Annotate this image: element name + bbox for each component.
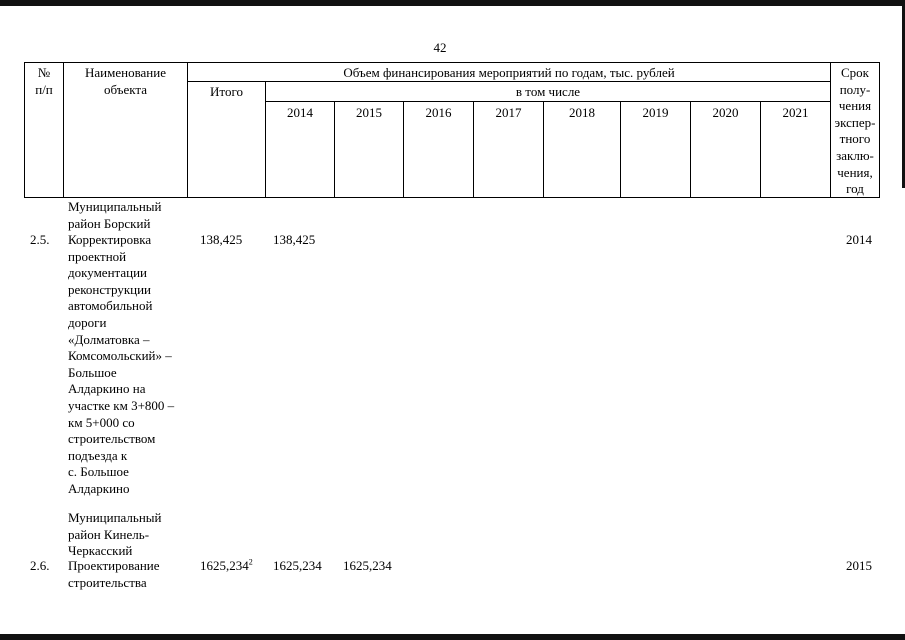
scan-border-bottom [0, 634, 905, 640]
header-total: Итого [210, 84, 243, 99]
row-total: 138,425 [200, 232, 243, 247]
header-deadline: Срок полу- чения экспер- тного заклю- чения, год [834, 65, 876, 197]
years-subheader-border [265, 101, 830, 102]
header-top-border [24, 62, 880, 63]
row-total: 1625,234$^2$ [200, 557, 253, 573]
header-year-2014: 2014 [287, 105, 313, 120]
row-deadline: 2014 [846, 232, 872, 247]
col-border [187, 62, 188, 198]
header-year-2017: 2017 [495, 105, 522, 120]
row-value-2015: 1625,234 [343, 558, 392, 573]
row-value-2014: 138,425 [273, 232, 316, 247]
header-year-2019: 2019 [642, 105, 669, 120]
row-value-2014: 1625,234 [273, 558, 322, 573]
row-name-object: Проектирование строительства [68, 558, 160, 590]
row-num: 2.6. [30, 558, 50, 573]
scan-border-top [0, 0, 905, 6]
row-name-region: Муниципальный район Кинель- Черкасский [68, 510, 162, 559]
header-num: № п/п [35, 65, 53, 97]
row-name-region: Муниципальный район Борский [68, 199, 162, 231]
col-border [879, 62, 880, 198]
header-funding: Объем финансирования мероприятий по годам, тыс. рублей [343, 65, 675, 80]
row-name-object: Корректировка проектной документации реконструкции автомобильной дороги «Долматовка – Комсомольский» – Большое Алдаркино на участке км 3+800 – км 5+000 со строительством подъезда к с. Большое Алдаркино [68, 232, 175, 496]
row-deadline: 2015 [846, 558, 872, 573]
header-year-2015: 2015 [356, 105, 382, 120]
header-bottom-border [24, 197, 880, 198]
header-year-2020: 2020 [712, 105, 739, 120]
header-including: в том числе [515, 84, 581, 99]
header-year-2016: 2016 [425, 105, 452, 120]
header-name: Наименование объекта [85, 65, 166, 97]
header-year-2021: 2021 [782, 105, 809, 120]
page-number: 42 [433, 40, 447, 55]
row-num: 2.5. [30, 232, 50, 247]
header-year-2018: 2018 [569, 105, 595, 120]
